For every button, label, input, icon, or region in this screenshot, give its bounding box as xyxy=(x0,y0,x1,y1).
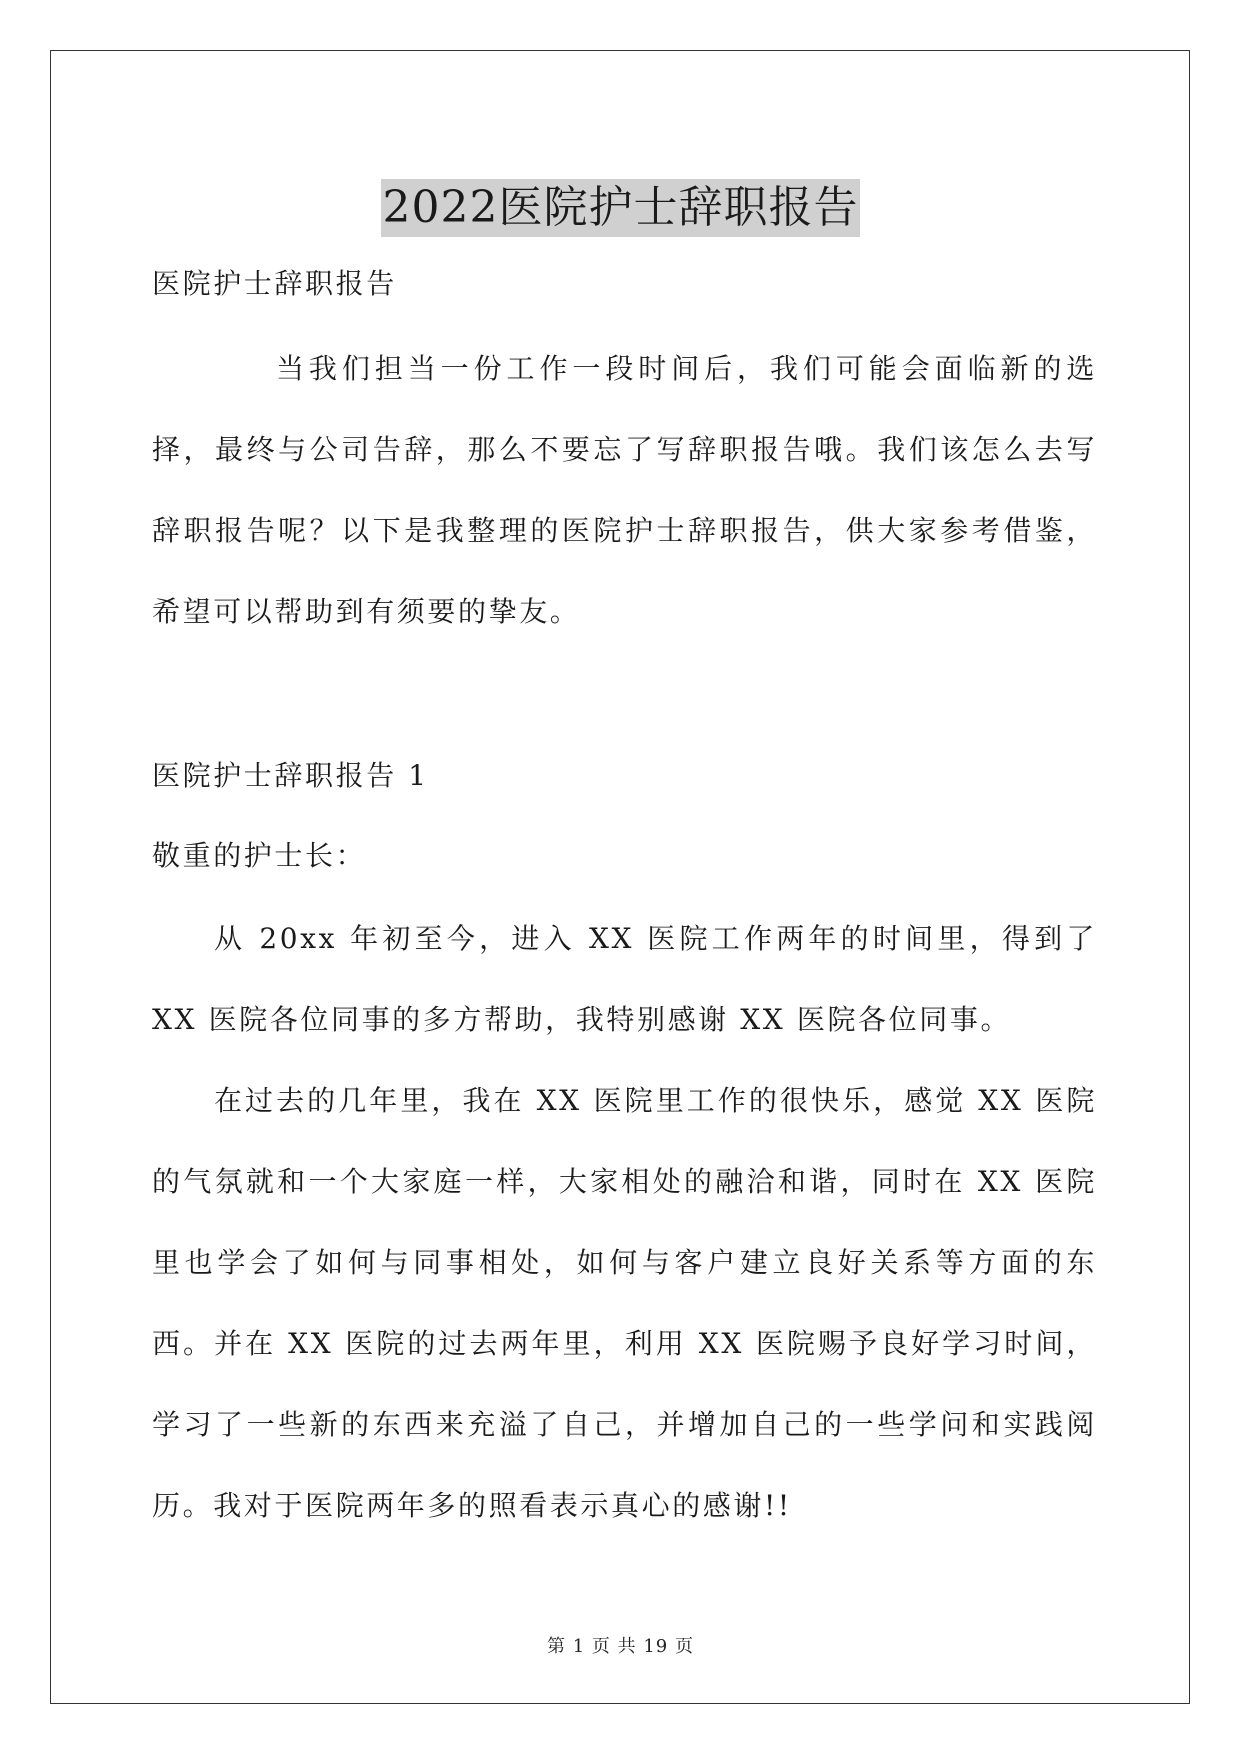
intro-paragraph: 当我们担当一份工作一段时间后，我们可能会面临新的选择，最终与公司告辞，那么不要忘了写辞职报告哦。我们该怎么去写辞职报告呢？以下是我整理的医院护士辞职报告，供大家参考借鉴，希望可以帮助到有须要的挚友。 xyxy=(152,352,1097,628)
salutation: 敬重的护士长： xyxy=(152,839,367,872)
body-paragraph-1: 从 20xx 年初至今，进入 XX 医院工作两年的时间里，得到了 XX 医院各位同事的多方帮助，我特别感谢 XX 医院各位同事。 xyxy=(152,922,1097,1036)
body-paragraph-2: 在过去的几年里，我在 XX 医院里工作的很快乐，感觉 XX 医院的气氛就和一个大家庭一样，大家相处的融洽和谐，同时在 XX 医院里也学会了如何与同事相处，如何与客户建立良好关系等方面的东西。并在 XX 医院的过去两年里，利用 XX 医院赐予良好学习时间，学习了一些新的东西来充溢了自己，并增加自己的一些学问和实践阅历。我对于医院两年多的照看表示真心的感谢!! xyxy=(152,1084,1097,1522)
document-subtitle: 医院护士辞职报告 xyxy=(152,267,397,300)
title-container xyxy=(0,150,1241,267)
page-footer: 第 1 页 共 19 页 xyxy=(547,1636,694,1657)
document-title: 2022医院护士辞职报告 xyxy=(381,179,861,237)
section-heading: 医院护士辞职报告 1 xyxy=(152,759,429,792)
